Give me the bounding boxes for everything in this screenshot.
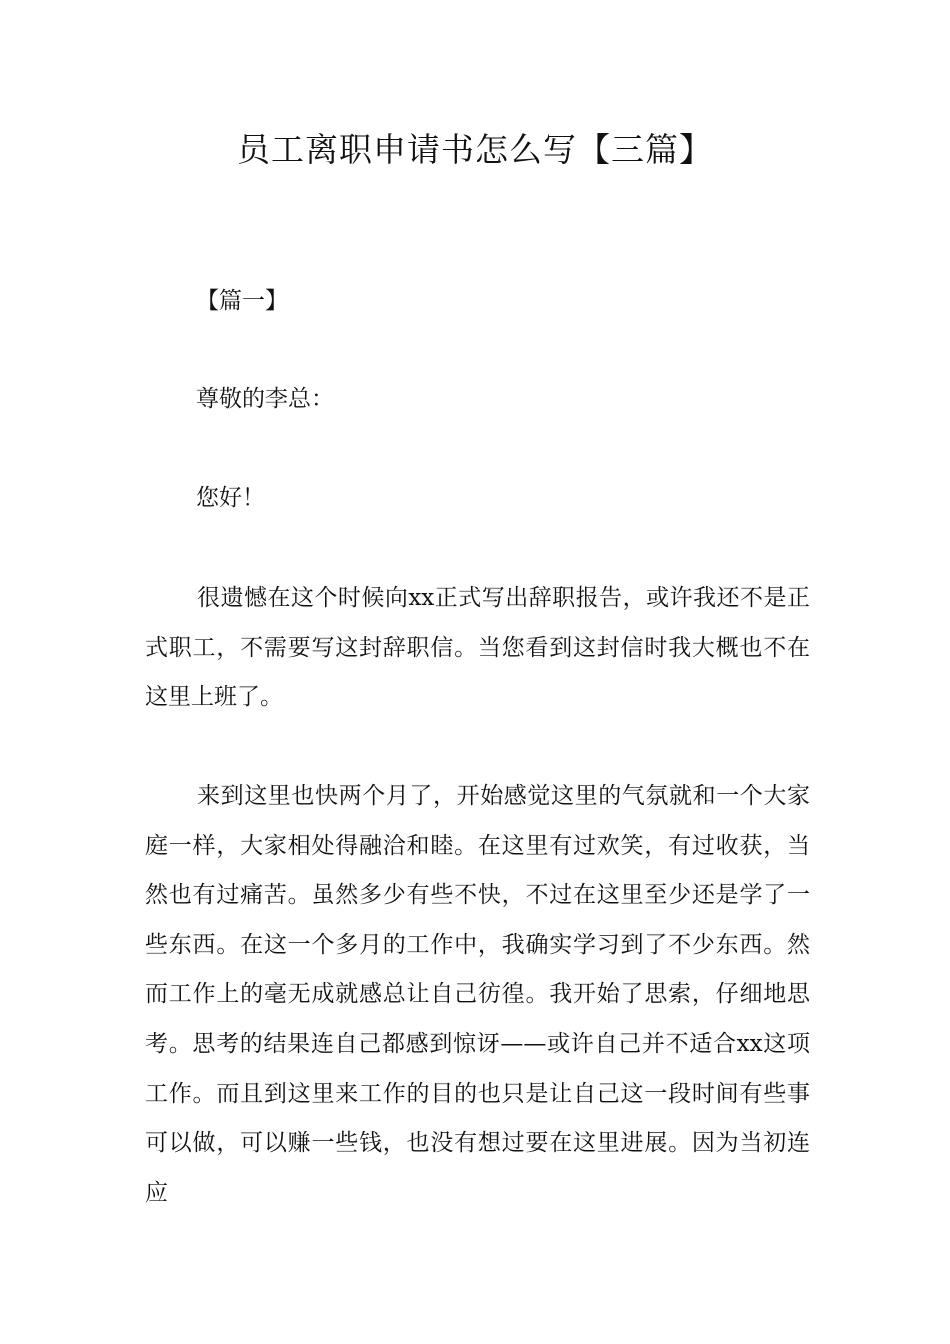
body-paragraph-2: 来到这里也快两个月了，开始感觉这里的气氛就和一个大家庭一样，大家相处得融洽和睦。在这里有过欢笑，有过收获，当然也有过痛苦。虽然多少有些不快，不过在这里至少还是学了一些东西。在这一个多月的工作中，我确实学习到了不少东西。然而工作上的毫无成就感总让自己彷徨。我开始了思索，仔细地思考。思考的结果连自己都感到惊讶——或许自己并不适合xx这项工作。而且到这里来工作的目的也只是让自己这一段时间有些事可以做，可以赚一些钱，也没有想过要在这里进展。因为当初连应: [145, 783, 810, 1206]
document-title: 员工离职申请书怎么写【三篇】: [237, 130, 713, 169]
greeting: 您好！: [196, 485, 265, 511]
section-heading: 【篇一】: [196, 288, 288, 314]
salutation: 尊敬的李总：: [196, 386, 334, 412]
body-paragraph-1: 很遗憾在这个时候向xx正式写出辞职报告，或许我还不是正式职工，不需要写这封辞职信。当您看到这封信时我大概也不在这里上班了。: [145, 585, 810, 711]
